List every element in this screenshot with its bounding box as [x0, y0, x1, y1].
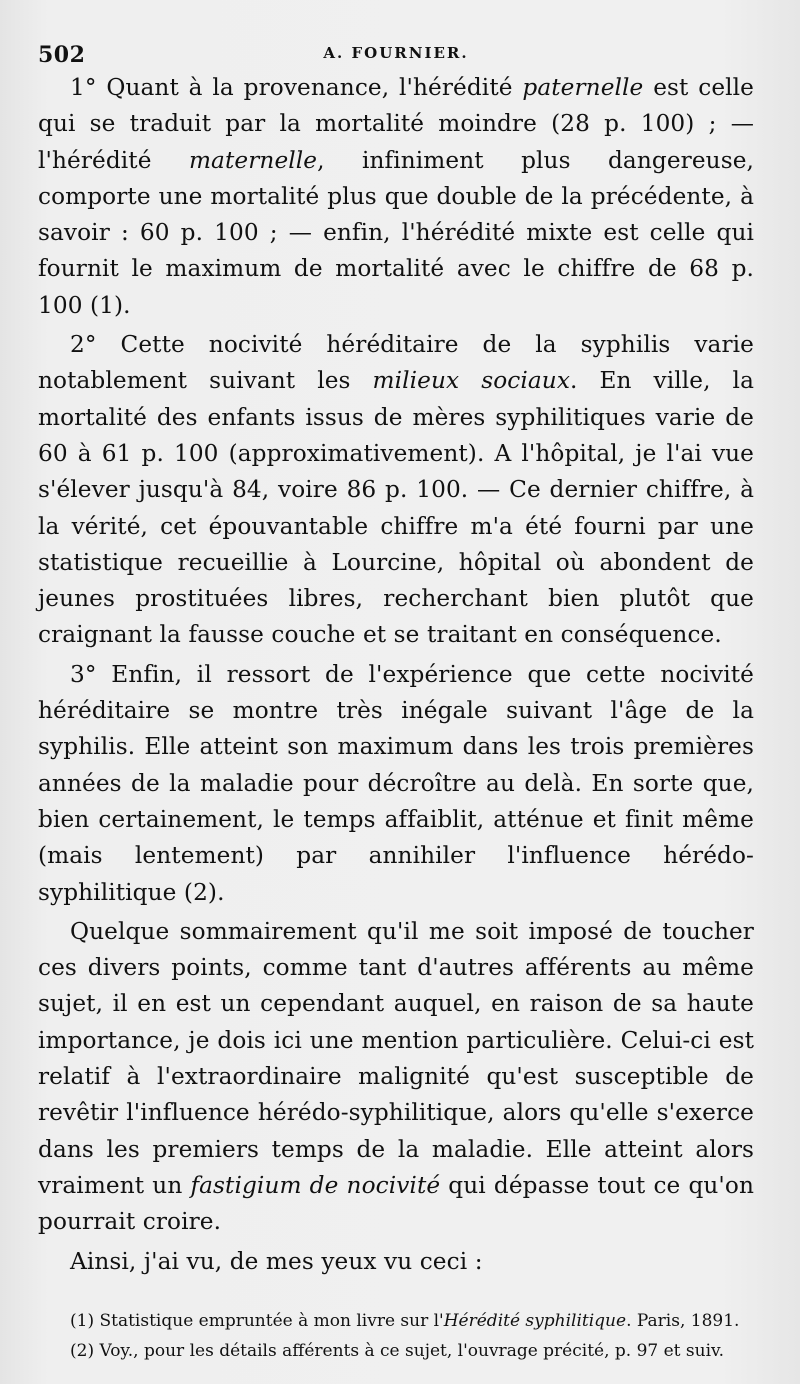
text-segment: Ainsi, j'ai vu, de mes yeux vu ceci :	[70, 1247, 483, 1275]
running-head	[38, 32, 754, 66]
footnote-2	[38, 1340, 754, 1362]
text-segment: . Paris, 1891.	[626, 1310, 740, 1331]
running-title: A. FOURNIER.	[323, 44, 469, 62]
paragraph-malignity	[38, 914, 754, 1241]
italic-term: maternelle	[188, 146, 318, 174]
page-number: 502	[38, 42, 86, 68]
text-segment: 3° Enfin, il ressort de l'expérience que cette nocivité héréditaire se montre très inégale suivant l'âge de la syphilis. Elle atteint son maximum dans les trois premières années de la maladie pour décroître au delà. En sorte que, bien certainement, le temps affaiblit, atténue et finit même (mais lentement) par annihiler l'influence hérédo-syphilitique (2).	[38, 660, 754, 906]
italic-book-title: Hérédité syphilitique	[443, 1310, 627, 1331]
text-segment: 1° Quant à la provenance, l'hérédité	[70, 74, 523, 101]
italic-term: fastigium de nocivité	[190, 1171, 441, 1199]
body-text	[38, 70, 754, 1280]
paragraph-social-milieu	[38, 327, 754, 654]
text-segment: . En ville, la mortalité des enfants issus de mères syphilitiques varie de 60 à 61 p. 100 (approximativement). A l'hôpital, je l'ai vue s'élever jusqu'à 84, voire 86 p. 100. — Ce dernier chiffre, à la vérité, cet épouvantable chiffre m'a été fourni par une statistique recueillie à Lourcine, hôpital où abondent de jeunes prostituées libres, recherchant bien plutôt que craignant la fausse couche et se traitant en conséquence.	[38, 367, 754, 649]
text-segment: Quelque sommairement qu'il me soit imposé de toucher ces divers points, comme tant d'autres afférents au même sujet, il en est un cependant auquel, en raison de sa haute importance, je dois ici une mention particulière. Celui-ci est relatif à l'extraordinaire malignité qu'est susceptible de revêtir l'influence hérédo-syphilitique, alors qu'elle s'exerce dans les premiers temps de la maladie. Elle atteint alors vraiment un	[38, 917, 754, 1199]
footnotes	[38, 1310, 754, 1362]
text-segment: est celle qui se traduit par la mortalité moindre (28 p. 100) ; — l'hérédité	[38, 74, 754, 174]
italic-term: milieux sociaux	[372, 367, 570, 395]
text-segment: , infiniment plus dangereuse, comporte une mortalité plus que double de la précédente, à savoir : 60 p. 100 ; — enfin, l'hérédité mixte est celle qui fournit le maximum de mortalité avec le chiffre de 68 p. 100 (1).	[38, 146, 754, 319]
paragraph-heredity-origin	[38, 70, 754, 324]
paragraph-observation-intro	[38, 1244, 754, 1280]
footnote-1	[38, 1310, 754, 1332]
text-segment: (1) Statistique empruntée à mon livre sur l'	[70, 1310, 444, 1331]
text-segment: (2) Voy., pour les détails afférents à ce sujet, l'ouvrage précité, p. 97 et suiv.	[70, 1340, 725, 1361]
text-segment: qui dépasse tout ce qu'on pourrait croire.	[38, 1171, 754, 1236]
paragraph-age-of-syphilis	[38, 657, 754, 911]
italic-term: paternelle	[522, 74, 644, 101]
text-segment: 2° Cette nocivité héréditaire de la syphilis varie notablement suivant les	[38, 331, 754, 395]
